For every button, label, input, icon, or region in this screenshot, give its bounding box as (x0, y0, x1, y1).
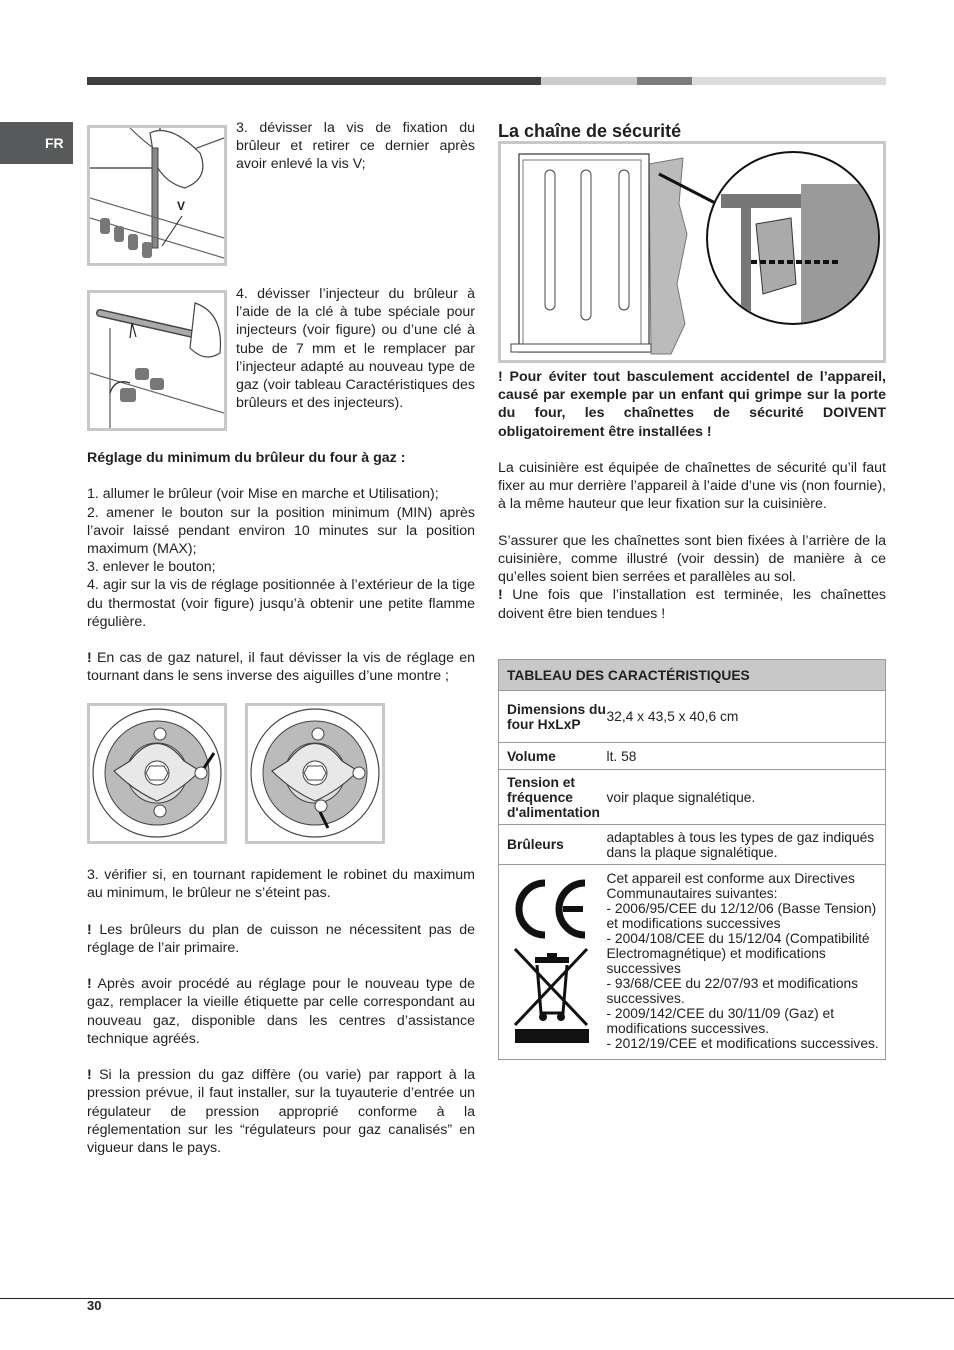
directive-line: - 2004/108/CEE du 15/12/04 (Compatibilité Electromagnétique) et modifications successives (606, 931, 870, 976)
warning-etiquette-text: Après avoir procédé au réglage pour le nouveau type de gaz, remplacer la vieille étiquette par celle correspondant au nouveau gaz, disponible dans les centres d’assistance technique agréés. (87, 976, 475, 1047)
header-bar-segment-4 (692, 77, 886, 85)
safety-warning-text: Pour éviter tout basculement accidentel de l’appareil, causé par exemple par un enfant qui grimpe sur la porte du four, les chaînettes de sécurité DOIVENT obligatoirement être installées ! (498, 369, 886, 440)
warning-air-text: Les brûleurs du plan de cuisson ne nécessitent pas de réglage de l’air primaire. (87, 921, 475, 956)
compliance-marks-cell (499, 865, 607, 1060)
warning-pression (87, 1066, 475, 1157)
warning-mark: ! (498, 587, 503, 604)
directive-line: - 93/68/CEE du 22/07/93 et modifications successives. (606, 976, 859, 1006)
injector-key-illustration (90, 293, 224, 428)
table-value: 32,4 x 43,5 x 40,6 cm (607, 691, 886, 743)
safety-warning (498, 368, 886, 441)
header-bar-segment-1 (87, 77, 541, 85)
safety-para-1: La cuisinière est équipée de chaînettes de sécurité qu’il faut fixer au mur derrière l’appareil à l’aide d’une vis (non fournie), à la même hauteur que leur fixation sur la cuisinière. (498, 460, 886, 513)
figure-label-v: V (177, 199, 186, 213)
knob-adjustment-illustration-1 (90, 706, 224, 841)
ce-weee-marks (513, 875, 593, 1045)
table-row-directives (499, 865, 886, 1060)
figure-safety-chain (498, 141, 886, 363)
burner-screw-illustration (90, 128, 224, 263)
safety-para-2: S’assurer que les chaînettes sont bien fixées à l’arrière de la cuisinière, comme illustré (voir dessin) de manière à ce qu’elles soient bien serrées et parallèles au sol. (498, 532, 886, 586)
safety-para-3-text: Une fois que l’installation est terminée, les chaînettes doivent être bien tendues ! (498, 587, 886, 622)
warning-pression-text: Si la pression du gaz diffère (ou varie) par rapport à la pression prévue, il faut installer, sur la tuyauterie d’entrée un régulateur de pression approprié conforme à la réglementation sur les “régulateurs pour gaz canalisés” en vigueur dans le pays. (87, 1067, 475, 1156)
step-3-text: 3. dévisser la vis de fixation du brûleur et retirer ce dernier après avoir enlevé la vis V; (236, 120, 475, 173)
header-bar-segment-3 (637, 77, 692, 85)
warning-air (87, 921, 475, 957)
warning-mark: ! (498, 369, 503, 385)
figure-injector-key (87, 290, 227, 431)
figure-knob-2 (245, 703, 385, 844)
table-value: lt. 58 (607, 743, 886, 770)
warning-gaz-naturel-text: En cas de gaz naturel, il faut dévisser la vis de réglage en tournant dans le sens inverse des aiguilles d’une montre ; (87, 650, 475, 685)
warning-gaz-naturel (87, 649, 475, 685)
table-title: TABLEAU DES CARACTÉRISTIQUES (499, 660, 886, 691)
safety-chain-illustration (501, 144, 883, 360)
table-header-row (499, 660, 886, 691)
directive-line: - 2012/19/CEE et modifications successives. (606, 1036, 879, 1051)
warning-mark: ! (87, 921, 92, 938)
table-row (499, 825, 886, 865)
reglage-step-1: 1. allumer le brûleur (voir Mise en marche et Utilisation); (87, 486, 439, 503)
step-4-text: 4. dévisser l’injecteur du brûleur à l’aide de la clé à tube spéciale pour injecteurs (voir figure) ou d’une clé à tube de 7 mm et le remplacer par l’injecteur adapté au nouveau type de gaz (voir tableau Caractéristiques des brûleurs et des injecteurs). (236, 286, 475, 412)
reglage-title: Réglage du minimum du brûleur du four à gaz : (87, 450, 406, 466)
table-value: voir plaque signalétique. (607, 770, 886, 825)
ce-mark-icon (519, 883, 585, 935)
table-key: Brûleurs (499, 825, 607, 865)
characteristics-table (498, 659, 886, 1060)
table-row (499, 743, 886, 770)
directive-line: - 2006/95/CEE du 12/12/06 (Basse Tension) et modifications successives (606, 901, 877, 931)
table-key: Volume (499, 743, 607, 770)
knob-adjustment-illustration-2 (248, 706, 382, 841)
safety-para-3 (498, 586, 886, 622)
reglage-step-3: 3. enlever le bouton; (87, 559, 216, 576)
reglage-step-2: 2. amener le bouton sur la position minimum (MIN) après l’avoir laissé pendant environ 10 minutes sur la position maximum (MAX); (87, 504, 475, 557)
footer-rule (0, 1298, 954, 1299)
directive-line: Cet appareil est conforme aux Directives Communautaires suivantes: (606, 871, 855, 901)
table-key: Dimensions du four HxLxP (499, 691, 607, 743)
directives-cell (607, 865, 886, 1060)
warning-etiquette (87, 975, 475, 1048)
warning-mark: ! (87, 650, 92, 667)
figure-burner-screw (87, 125, 227, 266)
language-tab: FR (0, 122, 73, 164)
table-row (499, 770, 886, 825)
figure-knob-1 (87, 703, 227, 844)
page-number: 30 (87, 1298, 102, 1313)
reglage-step-4: 4. agir sur la vis de réglage positionnée à l’extérieur de la tige du thermostat (voir figure) jusqu’à obtenir une petite flamme régulière. (87, 577, 475, 630)
table-row (499, 691, 886, 743)
table-key: Tension et fréquence d'alimentation (499, 770, 607, 825)
section-title-chaine: La chaîne de sécurité (498, 121, 682, 141)
table-value: adaptables à tous les types de gaz indiqués dans la plaque signalétique. (607, 825, 886, 865)
warning-mark: ! (87, 1067, 92, 1084)
weee-bin-icon (515, 949, 589, 1043)
verifier-text: 3. vérifier si, en tournant rapidement le robinet du maximum au minimum, le brûleur ne s’éteint pas. (87, 867, 475, 902)
directive-line: - 2009/142/CEE du 30/11/09 (Gaz) et modifications successives. (606, 1006, 835, 1036)
warning-mark: ! (87, 976, 92, 993)
header-bar-segment-2 (541, 77, 637, 85)
